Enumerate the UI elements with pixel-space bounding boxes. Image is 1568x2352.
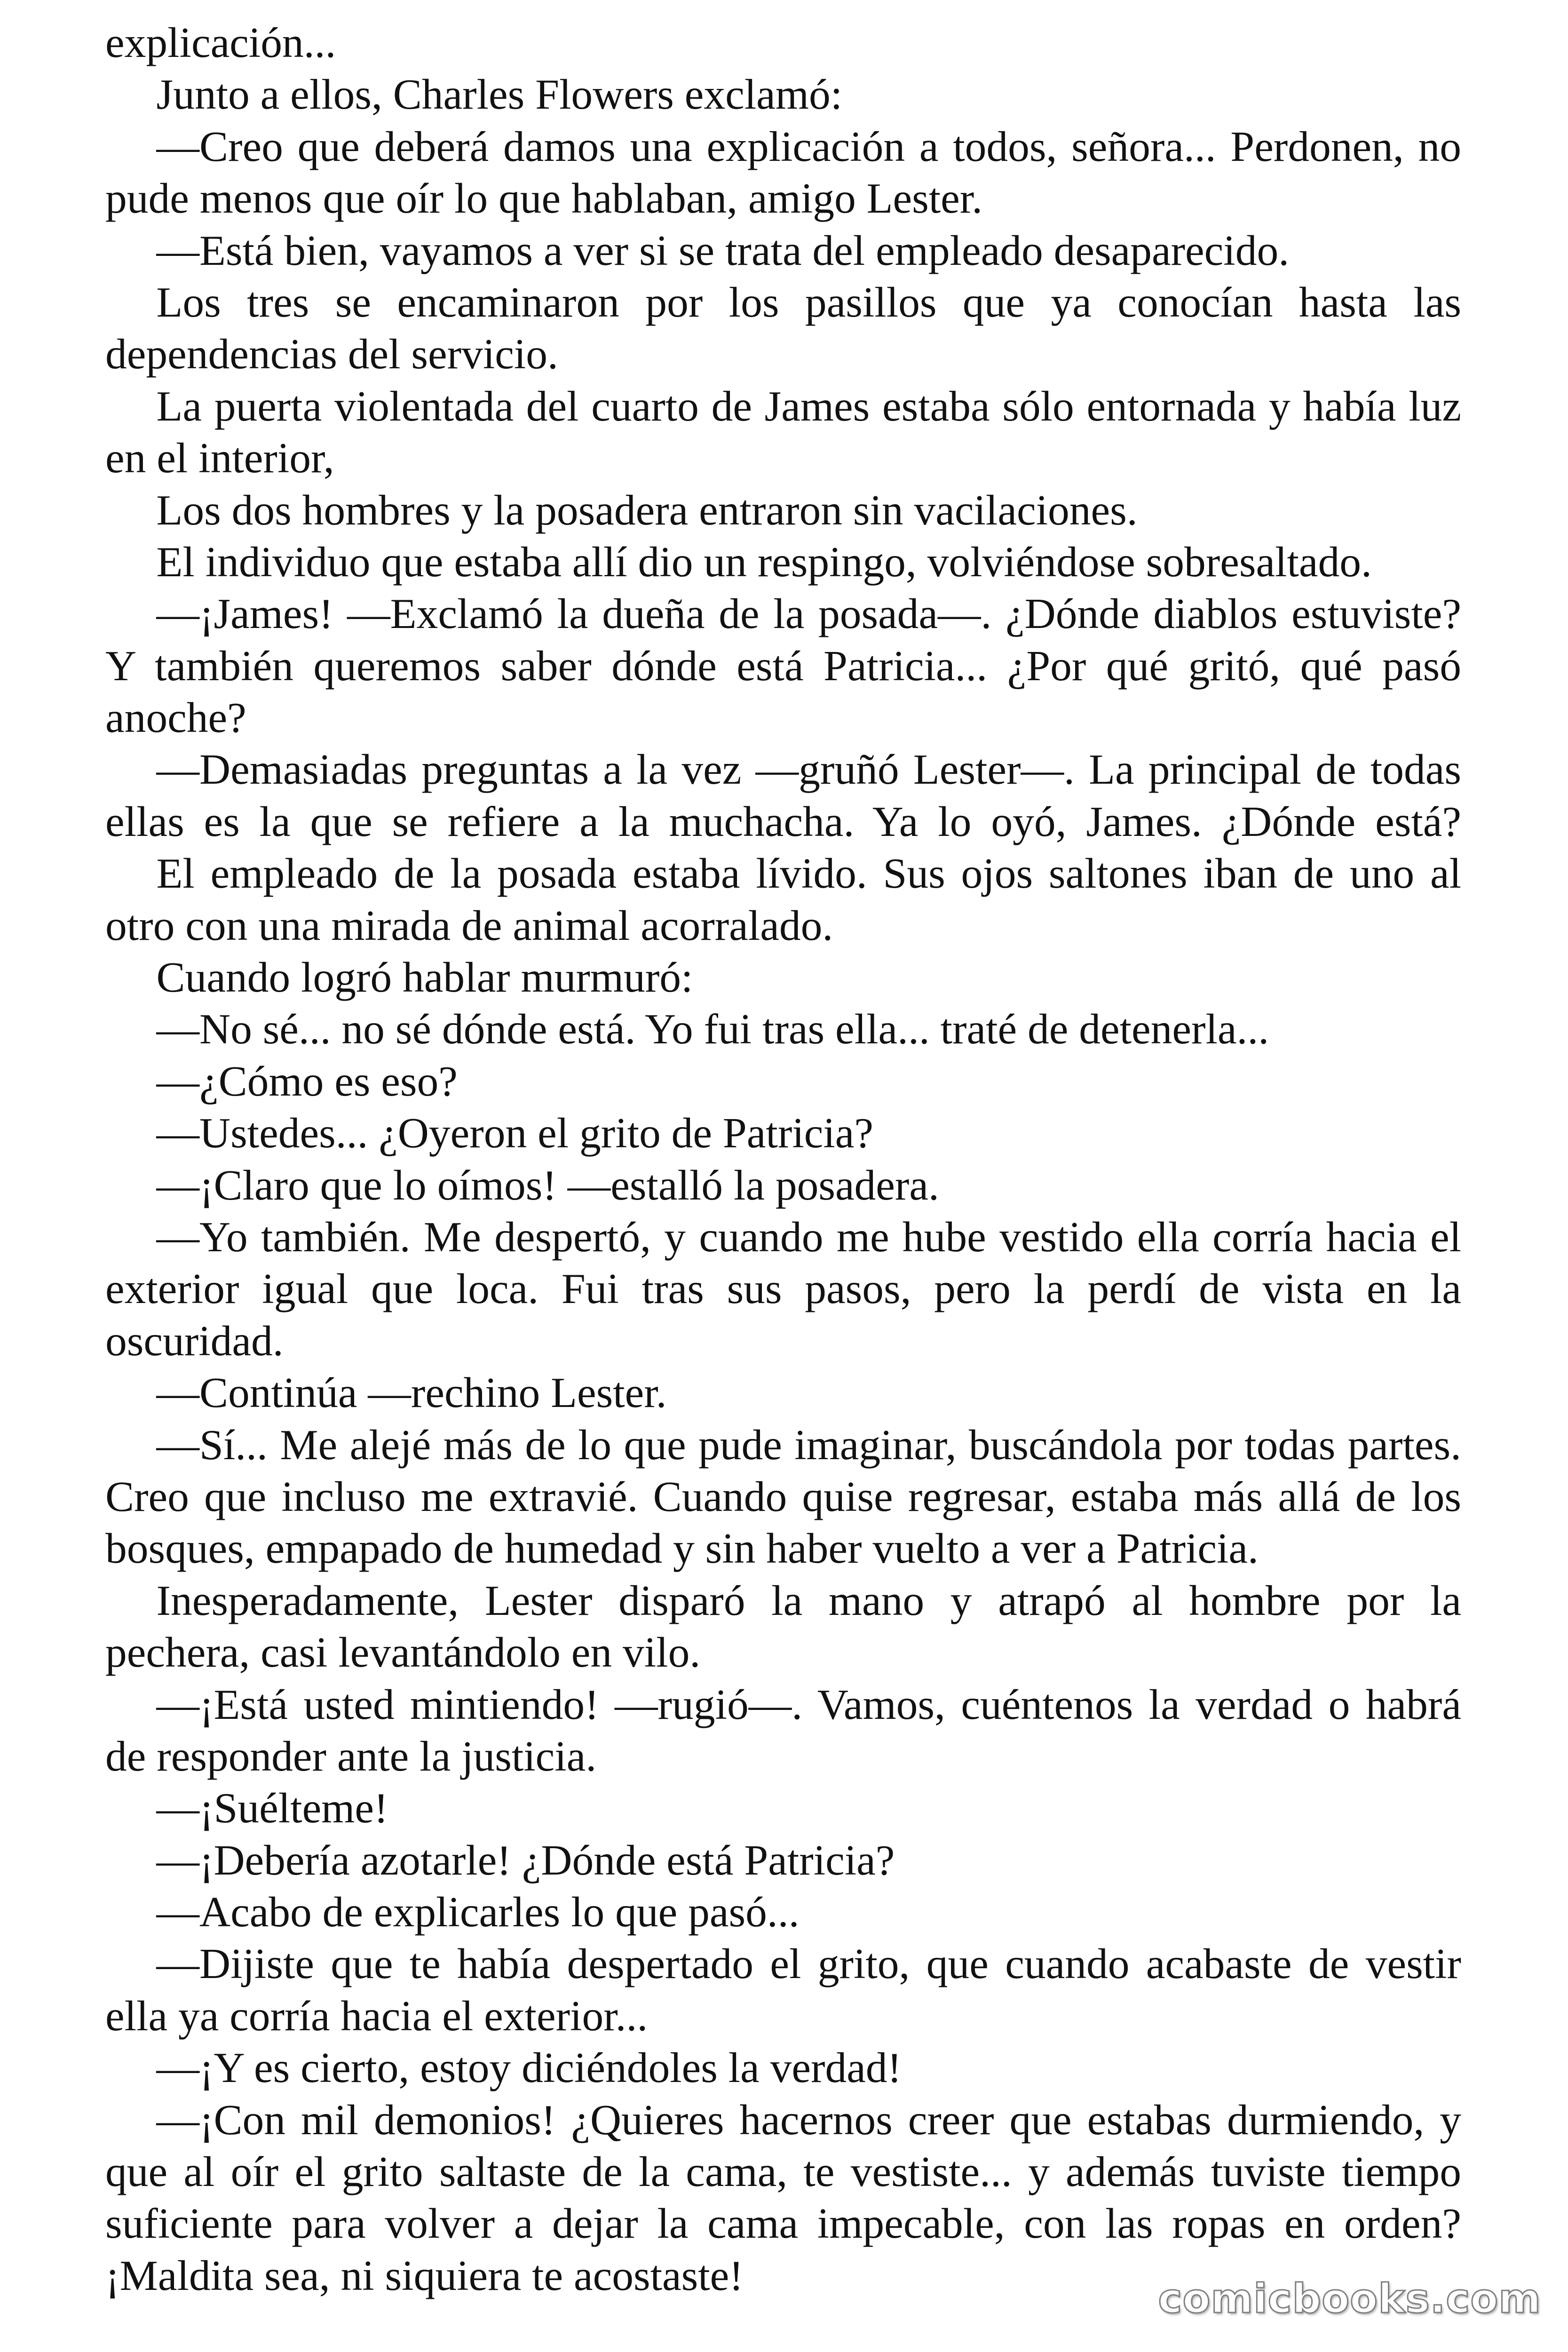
paragraph-line: Los tres se encaminaron por los pasillos que ya conocían hasta las bbox=[156, 278, 1461, 326]
paragraph-line: otro con una mirada de animal acorralado. bbox=[105, 901, 833, 949]
paragraph bbox=[105, 1574, 1461, 1678]
paragraph-line: de responder ante la justicia. bbox=[105, 1732, 597, 1780]
paragraph-line: —Demasiadas preguntas a la vez —gruñó Lester—. La principal de todas bbox=[156, 745, 1461, 794]
paragraph-line: ellas es la que se refiere a la muchacha. Ya lo oyó, James. ¿Dónde está? bbox=[105, 797, 1461, 845]
paragraph bbox=[105, 484, 1461, 536]
paragraph-line: —Creo que deberá damos una explicación a todos, señora... Perdonen, no bbox=[156, 122, 1461, 170]
paragraph-line: anoche? bbox=[105, 693, 246, 742]
paragraph-line: pechera, casi levantándolo en vilo. bbox=[105, 1628, 701, 1677]
paragraph-line: oscuridad. bbox=[105, 1316, 284, 1365]
paragraph-line: en el interior, bbox=[105, 434, 334, 482]
paragraph-continuation bbox=[105, 16, 1461, 68]
paragraph-line: —Está bien, vayamos a ver si se trata del empleado desaparecido. bbox=[156, 226, 1290, 274]
paragraph bbox=[105, 951, 1461, 1003]
paragraph bbox=[105, 1107, 1461, 1159]
paragraph bbox=[105, 1159, 1461, 1211]
paragraph bbox=[105, 1834, 1461, 1886]
paragraph-line: —Sí... Me alejé más de lo que pude imaginar, buscándola por todas partes. bbox=[156, 1420, 1461, 1469]
paragraph-line: ¡Maldita sea, ni siquiera te acostaste! bbox=[105, 2251, 744, 2299]
paragraph-line: —¡Claro que lo oímos! —estalló la posadera. bbox=[156, 1160, 939, 1209]
paragraph-line: exterior igual que loca. Fui tras sus pasos, pero la perdí de vista en la bbox=[105, 1264, 1461, 1313]
paragraph bbox=[105, 380, 1461, 484]
paragraph bbox=[105, 1678, 1461, 1782]
paragraph bbox=[105, 1938, 1461, 2042]
paragraph bbox=[105, 68, 1461, 120]
paragraph-line: —¡Con mil demonios! ¿Quieres hacernos creer que estabas durmiendo, y bbox=[156, 2095, 1461, 2144]
paragraph-line: explicación... bbox=[105, 18, 336, 66]
paragraph-line: pude menos que oír lo que hablaban, amigo Lester. bbox=[105, 174, 983, 222]
paragraph-line: —No sé... no sé dónde está. Yo fui tras ella... traté de detenerla... bbox=[156, 1005, 1269, 1053]
paragraph bbox=[105, 2042, 1461, 2093]
paragraph bbox=[105, 2094, 1461, 2302]
paragraph-line: Y también queremos saber dónde está Patricia... ¿Por qué gritó, qué pasó bbox=[105, 641, 1461, 690]
paragraph bbox=[105, 1003, 1461, 1055]
paragraph-line: —¡James! —Exclamó la dueña de la posada—. ¿Dónde diablos estuviste? bbox=[156, 589, 1461, 638]
paragraph-line: El individuo que estaba allí dio un respingo, volviéndose sobresaltado. bbox=[156, 537, 1372, 586]
paragraph-line: El empleado de la posada estaba lívido. Sus ojos saltones iban de uno al bbox=[156, 849, 1461, 898]
paragraph bbox=[105, 1055, 1461, 1107]
paragraph-line: Creo que incluso me extravié. Cuando quise regresar, estaba más allá de los bbox=[105, 1472, 1461, 1520]
paragraph-line: —¡Suélteme! bbox=[156, 1784, 388, 1832]
paragraph-line: —Yo también. Me despertó, y cuando me hube vestido ella corría hacia el bbox=[156, 1212, 1461, 1261]
paragraph bbox=[105, 1886, 1461, 1938]
paragraph-line: —¡Debería azotarle! ¿Dónde está Patricia? bbox=[156, 1836, 895, 1884]
paragraph-line: La puerta violentada del cuarto de James estaba sólo entornada y había luz bbox=[156, 381, 1461, 430]
paragraph bbox=[105, 1367, 1461, 1418]
paragraph bbox=[105, 1419, 1461, 1574]
paragraph bbox=[105, 536, 1461, 588]
paragraph-line: ella ya corría hacia el exterior... bbox=[105, 1991, 648, 2040]
paragraph bbox=[105, 1211, 1461, 1367]
paragraph bbox=[105, 588, 1461, 743]
paragraph bbox=[105, 276, 1461, 380]
paragraph-line: —Dijiste que te había despertado el grito, que cuando acabaste de vestir bbox=[156, 1939, 1461, 1988]
paragraph-line: Inesperadamente, Lester disparó la mano y atrapó al hombre por la bbox=[156, 1576, 1461, 1624]
paragraph-line: dependencias del servicio. bbox=[105, 330, 558, 378]
paragraph-line: Junto a ellos, Charles Flowers exclamó: bbox=[156, 70, 843, 119]
paragraph-line: Cuando logró hablar murmuró: bbox=[156, 953, 693, 1001]
page-text bbox=[105, 16, 1461, 2301]
paragraph-line: —Continúa —rechino Lester. bbox=[156, 1368, 667, 1417]
paragraph bbox=[105, 847, 1461, 951]
paragraph bbox=[105, 224, 1461, 276]
paragraph bbox=[105, 743, 1461, 847]
paragraph-line: Los dos hombres y la posadera entraron sin vacilaciones. bbox=[156, 485, 1138, 534]
paragraph bbox=[105, 120, 1461, 224]
paragraph bbox=[105, 1782, 1461, 1834]
paragraph-line: bosques, empapado de humedad y sin haber vuelto a ver a Patricia. bbox=[105, 1524, 1259, 1573]
paragraph-line: —Ustedes... ¿Oyeron el grito de Patricia? bbox=[156, 1109, 873, 1157]
watermark: comicbooks.com bbox=[1158, 2275, 1541, 2322]
paragraph-line: —Acabo de explicarles lo que pasó... bbox=[156, 1888, 800, 1936]
paragraph-line: que al oír el grito saltaste de la cama, te vestiste... y además tuviste tiempo bbox=[105, 2147, 1461, 2196]
paragraph-line: —¡Está usted mintiendo! —rugió—. Vamos, cuéntenos la verdad o habrá bbox=[156, 1680, 1461, 1728]
paragraph-line: —¡Y es cierto, estoy diciéndoles la verdad! bbox=[156, 2043, 902, 2092]
paragraph-line: —¿Cómo es eso? bbox=[156, 1057, 458, 1105]
paragraph-line: suficiente para volver a dejar la cama impecable, con las ropas en orden? bbox=[105, 2199, 1461, 2248]
